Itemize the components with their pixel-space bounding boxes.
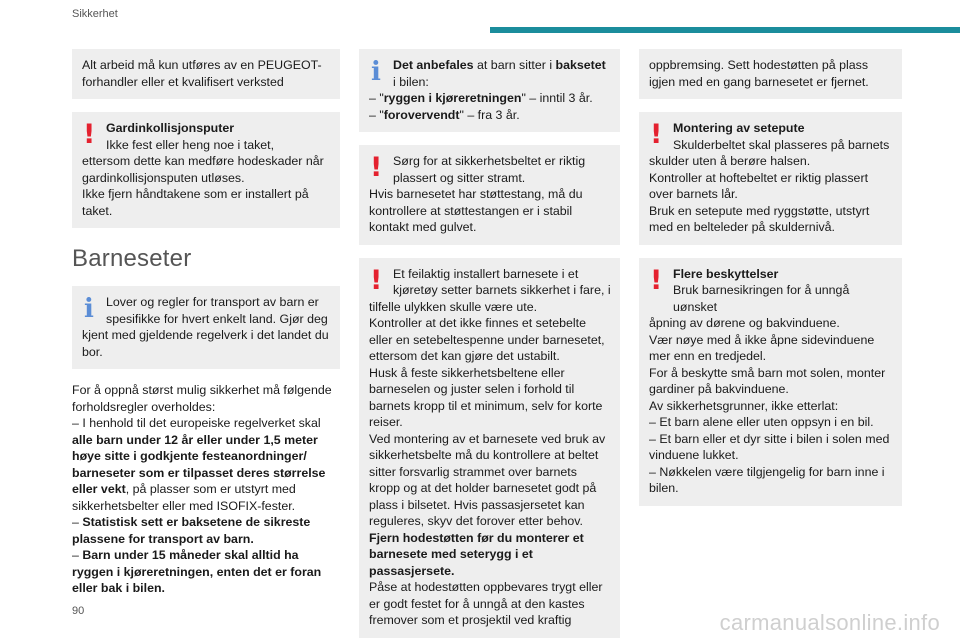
note-box <box>72 49 340 99</box>
warning-title: Montering av setepute <box>673 121 805 135</box>
section-title: Barneseter <box>72 245 192 272</box>
warning-icon: ! <box>650 119 663 150</box>
column-2 <box>359 49 620 640</box>
page-number: 90 <box>72 605 85 617</box>
column-1 <box>72 49 340 597</box>
note-box-continued: oppbremsing. Sett hodestøtten på plass igjen med en gang barnesetet er fjernet. <box>639 49 902 99</box>
header-accent-bar <box>490 27 960 33</box>
info-box-regulations: i Lover og regler for transport av barn er spesifikke for hvert enkelt land. Gjør deg kjent med gjeldende regelverk i det landet du bor. <box>72 286 340 369</box>
warning-box-more-protection: ! Flere beskyttelser Bruk barnesikringen for å unngå uønsket åpning av dørene og bakvinduene. Vær nøye med å ikke åpne sidevinduene mer enn en tredjedel. For å beskytte små barn mot solen, monter gardiner på bakvinduene. Av sikkerhetsgrunner, ikke etterlat: – Et barn alene eller uten oppsyn i en bil. – Et barn eller et dyr sitte i bilen i solen med vinduene lukket. – Nøkkelen være tilgjengelig for barn inne i bilen. <box>639 258 902 506</box>
warning-icon: ! <box>370 152 383 183</box>
warning-box-installation: ! Et feilaktig installert barnesete i et kjøretøy setter barnets sikkerhet i fare, i tilfelle ulykken skulle være ute. Kontroller at det ikke finnes et setebelte eller en setebeltespenne under barnesetet, ettersom det kan gjøre det ustabilt. Husk å feste sikkerhetsbeltene eller barneselen og juster selen i forhold til barnets kropp til et minimum, selv for korte reiser. Ved montering av et barnesete ved bruk av sikkerhetsbelte må du kontrollere at beltet sitter forsvarlig strammet over barnets kropp og at det holder barnesetet godt på plass i bilsetet. Hvis passasjersetet kan reguleres, skyv det forover etter behov. Fjern hodestøtten før du monterer et barnesete med seterygg i et passasjersete. Påse at hodestøtten oppbevares trygt eller er godt festet for å unngå at den kastes fremover som et prosjektil ved kraftig <box>359 258 620 638</box>
note-text: Alt arbeid må kun utføres av en PEUGEOT-forhandler eller et kvalifisert verksted <box>82 58 322 89</box>
info-icon: i <box>371 57 381 87</box>
warning-icon: ! <box>83 119 96 150</box>
warning-box-curtain-airbags: ! Gardinkollisjonsputer Ikke fest eller heng noe i taket, ettersom dette kan medføre hodeskader når gardinkollisjonsputen utløses. Ikke fjern håndtakene som er installert på taket. <box>72 112 340 228</box>
column-3 <box>639 49 902 519</box>
warning-title: Gardinkollisjonsputer <box>106 121 235 135</box>
warning-icon: ! <box>370 264 383 296</box>
page-header-section: Sikkerhet <box>72 8 118 20</box>
info-box-rear-seat: i Det anbefales at barn sitter i baksetet i bilen: – "ryggen i kjøreretningen" – inntil 3 år. – "forovervendt" – fra 3 år. <box>359 49 620 132</box>
warning-icon: ! <box>650 264 663 296</box>
watermark: carmanualsonline.info <box>719 610 940 635</box>
warning-title: Flere beskyttelser <box>673 266 779 281</box>
info-icon: i <box>84 294 94 324</box>
warning-box-seatbelt: ! Sørg for at sikkerhetsbeltet er riktig plassert og sitter stramt. Hvis barnesetet har støttestang, må du kontrollere at støttestangen er i stabil kontakt med gulvet. <box>359 145 620 245</box>
warning-box-booster-seat: ! Montering av setepute Skulderbeltet skal plasseres på barnets skulder uten å berøre halsen. Kontroller at hoftebeltet er riktig plassert over barnets lår. Bruk en setepute med ryggstøtte, utstyrt med en belteleder på skuldernivå. <box>639 112 902 245</box>
body-text: For å oppnå størst mulig sikkerhet må følgende forholdsregler overholdes: – I henhold til det europeiske regelverket skal alle barn under 12 år eller under 1,5 meter høye sitte i godkjente festeanordninger/ barneseter som er tilpasset deres størrelse eller vekt, på plasser som er utstyrt med sikkerhetsbelter eller med ISOFIX-fester. – Statistisk sett er baksetene de sikreste plassene for transport av barn. – Barn under 15 måneder skal alltid ha ryggen i kjøreretningen, enten det er foran eller bak i bilen. <box>72 383 332 595</box>
